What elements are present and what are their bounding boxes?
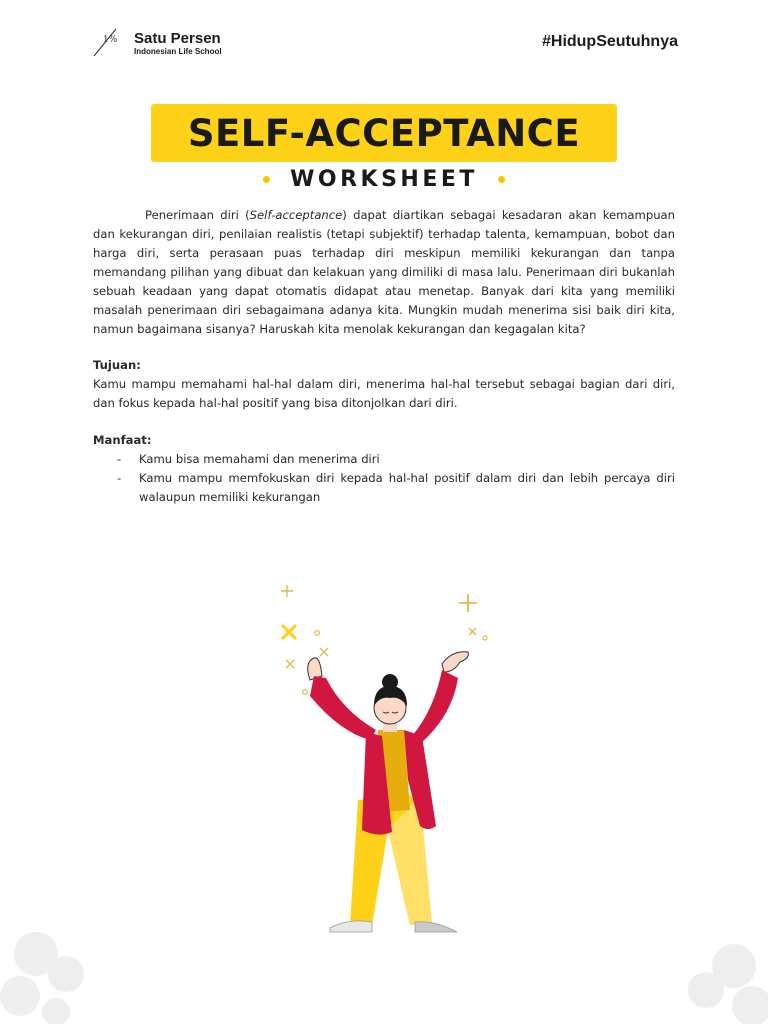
person-raising-arms-illustration (270, 580, 500, 940)
dot-right-icon (498, 176, 505, 183)
hashtag: #HidupSeutuhnya (541, 33, 678, 50)
page-title: SELF-ACCEPTANCE (187, 111, 581, 155)
logo-mark-icon (90, 26, 124, 60)
bullet-dash: - (117, 452, 122, 466)
manfaat-list (93, 450, 675, 507)
page-subtitle: WORKSHEET (290, 166, 478, 192)
intro-paragraph (93, 206, 675, 339)
intro-text-rest: ) dapat diartikan sebagai kesadaran akan kemampuan dan kekurangan diri, penilaian realistis (tetapi subjektif) terhadap talenta, kemampuan, bobot dan harga diri, serta perasaan puas terhadap diri meskipun memiliki kekurangan dan tanpa memandang pilihan yang dibuat dan kelakuan yang dimiliki di masa lalu. Penerimaan diri bukanlah sebuah keadaan yang dapat otomatis didapat atau menetap. Banyak dari kita yang memiliki masalah penerimaan diri sebagaimana adanya kita. Mungkin mudah menerima sisi baik diri kita, namun bagaimana sisanya? Haruskah kita menolak kekurangan dan kegagalan kita? (93, 208, 675, 336)
decorative-shape-right-icon (678, 940, 768, 1024)
satu-persen-logo (90, 26, 222, 60)
tujuan-section (93, 356, 675, 413)
logo-name: Satu Persen (134, 29, 221, 47)
list-item (93, 469, 675, 507)
subtitle-row (250, 164, 518, 194)
tujuan-heading: Tujuan: (93, 358, 141, 372)
manfaat-section (93, 431, 675, 507)
logo-subtitle: Indonesian Life School (134, 46, 222, 56)
list-item-text: Kamu mampu memfokuskan diri kepada hal-hal positif dalam diri dan lebih percaya diri walaupun memiliki kekurangan (139, 471, 675, 504)
bullet-dash: - (117, 471, 122, 485)
title-banner (151, 104, 617, 162)
logo-mark-text: 1% (103, 35, 118, 45)
intro-italic-term: Self-acceptance (249, 208, 343, 222)
list-item (93, 450, 675, 469)
dot-left-icon (263, 176, 270, 183)
logo-wordmark (134, 31, 222, 56)
list-item-text: Kamu bisa memahami dan menerima diri (139, 452, 380, 466)
manfaat-heading: Manfaat: (93, 433, 152, 447)
intro-text-start: Penerimaan diri ( (145, 208, 250, 222)
decorative-shape-left-icon (0, 920, 90, 1024)
page-header (90, 26, 678, 60)
tujuan-text: Kamu mampu memahami hal-hal dalam diri, menerima hal-hal tersebut sebagai bagian dari diri, dan fokus kepada hal-hal positif yang bisa ditonjolkan dari diri. (93, 377, 675, 410)
